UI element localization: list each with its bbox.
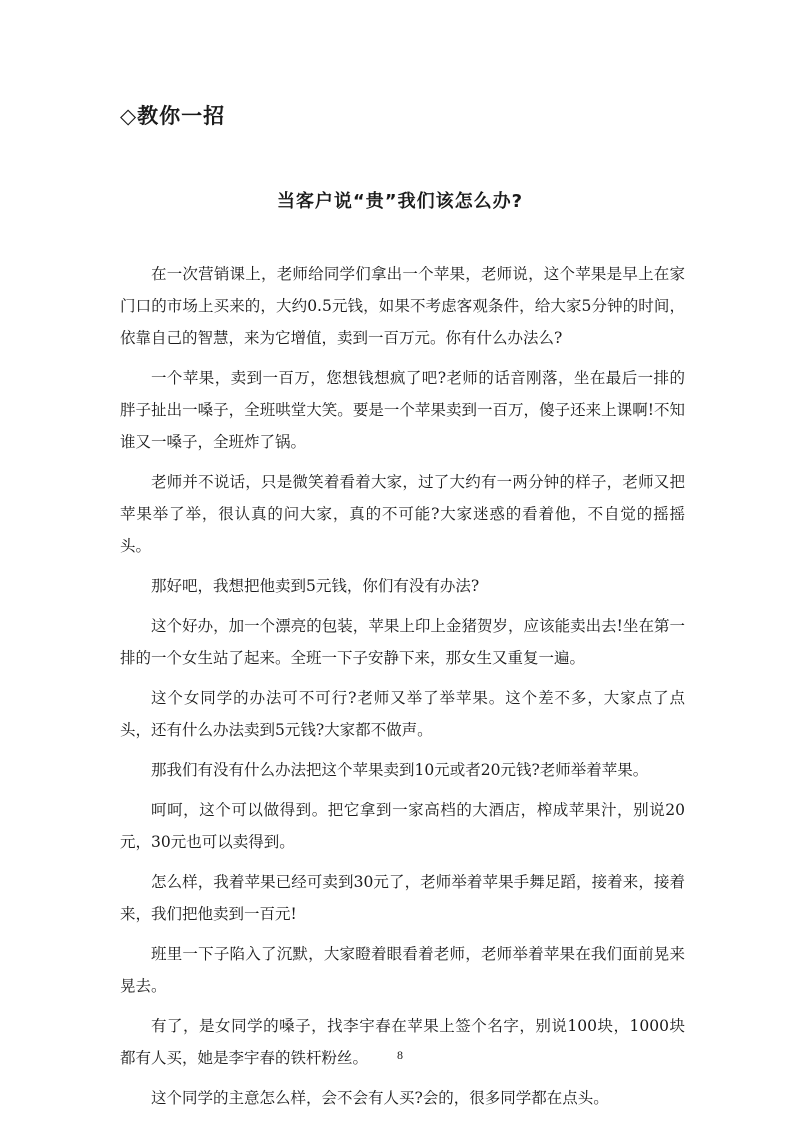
paragraph: 一个苹果，卖到一百万，您想钱想疯了吧?老师的话音刚落，坐在最后一排的胖子扯出一嗓子，全班哄堂大笑。要是一个苹果卖到一百万，傻子还来上课啊!不知谁又一嗓子，全班炸了锅。 [120, 369, 685, 451]
paragraph: 呵呵，这个可以做得到。把它拿到一家高档的大酒店，榨成苹果汁，别说20元，30元也可以卖得到。 [120, 801, 685, 851]
paragraph: 在一次营销课上，老师给同学们拿出一个苹果，老师说，这个苹果是早上在家门口的市场上买来的，大约0.5元钱，如果不考虑客观条件，给大家5分钟的时间，依靠自己的智慧，来为它增值，卖到一百万元。你有什么办法么? [120, 265, 685, 347]
section-heading: ◇教你一招 [120, 104, 226, 128]
paragraph: 那我们有没有什么办法把这个苹果卖到10元或者20元钱?老师举着苹果。 [151, 761, 649, 779]
paragraph: 这个同学的主意怎么样，会不会有人买?会的，很多同学都在点头。 [151, 1089, 609, 1107]
paragraph: 那好吧，我想把他卖到5元钱，你们有没有办法? [151, 577, 480, 595]
paragraph: 老师并不说话，只是微笑着看着大家，过了大约有一两分钟的样子，老师又把苹果举了举，很认真的问大家，真的不可能?大家迷惑的看着他，不自觉的摇摇头。 [120, 473, 685, 555]
page-number: 8 [397, 1048, 403, 1062]
article-body [120, 258, 685, 1122]
paragraph: 有了，是女同学的嗓子，找李宇春在苹果上签个名字，别说100块，1000块都有人买，她是李宇春的铁杆粉丝。 [120, 1017, 685, 1067]
paragraph: 这个女同学的办法可不可行?老师又举了举苹果。这个差不多，大家点了点头，还有什么办法卖到5元钱?大家都不做声。 [120, 689, 685, 739]
article-title: 当客户说“贵”我们该怎么办? [276, 191, 524, 212]
paragraph: 这个好办，加一个漂亮的包装，苹果上印上金猪贺岁，应该能卖出去!坐在第一排的一个女生站了起来。全班一下子安静下来，那女生又重复一遍。 [120, 617, 685, 667]
paragraph: 班里一下子陷入了沉默，大家瞪着眼看着老师，老师举着苹果在我们面前晃来晃去。 [120, 945, 685, 995]
paragraph: 怎么样，我着苹果已经可卖到30元了，老师举着苹果手舞足蹈，接着来，接着来，我们把他卖到一百元! [120, 873, 685, 923]
